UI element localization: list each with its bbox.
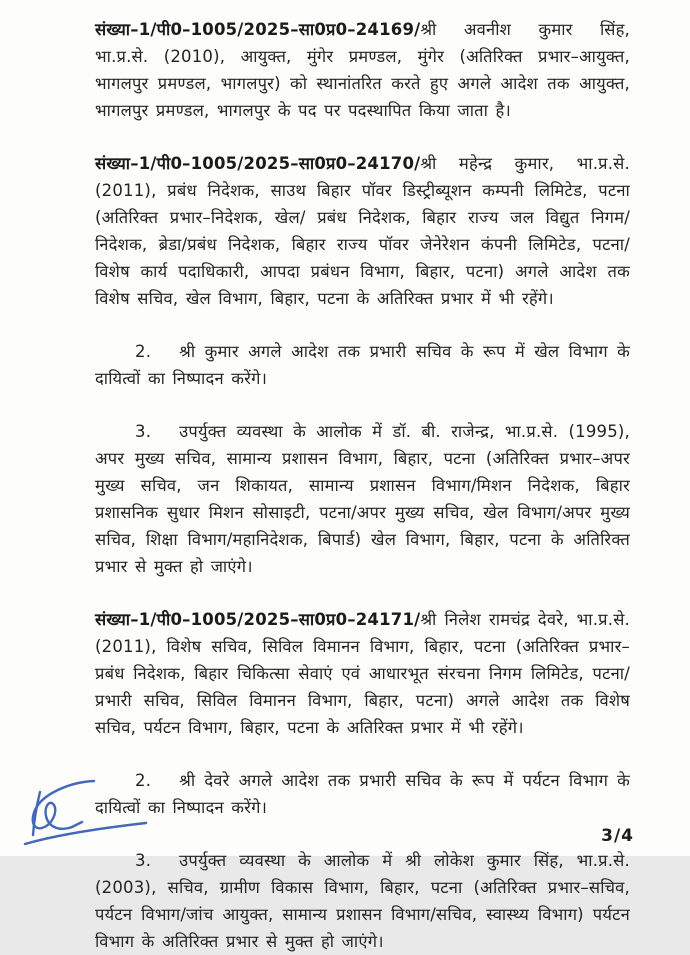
page-number: 3/4	[601, 826, 634, 846]
order-text-24171: श्री निलेश रामचंद्र देवरे, भा.प्र.से. (2011), विशेष सचिव, सिविल विमानन विभाग, बिहार, पटना (अतिरिक्त प्रभार– प्रबंध निदेशक, बिहार चिकित्सा सेवाएं एवं आधारभूत संरचना निगम लिमिटेड, पटना/प्रभारी सचिव, सिविल विमानन विभाग, बिहार, पटना) अगले आदेश तक विशेष सचिव, पर्यटन विभाग, बिहार, पटना के अतिरिक्त प्रभार में भी रहेंगे।	[95, 610, 630, 737]
clause-number: 3.	[135, 422, 152, 441]
order-paragraph-24171	[95, 606, 630, 741]
clause-number: 2.	[135, 342, 152, 361]
clause-3-khel	[95, 418, 630, 580]
order-text-24169: श्री अवनीश कुमार सिंह, भा.प्र.से. (2010), आयुक्त, मुंगेर प्रमण्डल, मुंगेर (अतिरिक्त प्रभार–आयुक्त, भागलपुर प्रमण्डल, भागलपुर) को स्थानांतरित करते हुए अगले आदेश तक आयुक्त, भागलपुर प्रमण्डल, भागलपुर के पद पर पदस्थापित किया जाता है।	[95, 20, 630, 120]
order-ref-24171: संख्या–1/पी0–1005/2025–सा0प्र0–24171/	[95, 610, 421, 629]
clause-text: श्री देवरे अगले आदेश तक प्रभारी सचिव के रूप में पर्यटन विभाग के दायित्वों का निष्पादन करेंगे।	[95, 771, 630, 817]
clause-text: उपर्युक्त व्यवस्था के आलोक में डॉ. बी. राजेन्द्र, भा.प्र.से. (1995), अपर मुख्य सचिव, सामान्य प्रशासन विभाग, बिहार, पटना (अतिरिक्त प्रभार–अपर मुख्य सचिव, जन शिकायत, सामान्य प्रशासन विभाग/मिशन निदेशक, बिहार प्रशासनिक सुधार मिशन सोसाइटी, पटना/अपर मुख्य सचिव, खेल विभाग/अपर मुख्य सचिव, शिक्षा विभाग/महानिदेशक, बिपार्ड) खेल विभाग, बिहार, पटना के अतिरिक्त प्रभार से मुक्त हो जाएंगे।	[95, 422, 630, 576]
clause-number: 2.	[135, 771, 152, 790]
order-ref-24170: संख्या–1/पी0–1005/2025–सा0प्र0–24170/	[95, 154, 421, 173]
order-ref-24169: संख्या–1/पी0–1005/2025–सा0प्र0–24169/	[95, 20, 421, 39]
clause-2-khel	[95, 338, 630, 392]
order-text-24170: श्री महेन्द्र कुमार, भा.प्र.से. (2011), प्रबंध निदेशक, साउथ बिहार पॉवर डिस्ट्रीब्यूशन कम्पनी लिमिटेड, पटना (अतिरिक्त प्रभार–निदेशक, खेल/ प्रबंध निदेशक, बिहार राज्य जल विद्युत निगम/निदेशक, ब्रेडा/प्रबंध निदेशक, बिहार राज्य पॉवर जेनेरेशन कंपनी लिमिटेड, पटना/विशेष कार्य पदाधिकारी, आपदा प्रबंधन विभाग, बिहार, पटना) अगले आदेश तक विशेष सचिव, खेल विभाग, बिहार, पटना के अतिरिक्त प्रभार में भी रहेंगे।	[95, 154, 630, 308]
clause-text: उपर्युक्त व्यवस्था के आलोक में श्री लोकेश कुमार सिंह, भा.प्र.से. (2003), सचिव, ग्रामीण विकास विभाग, बिहार, पटना (अतिरिक्त प्रभार–सचिव, पर्यटन विभाग/जांच आयुक्त, सामान्य प्रशासन विभाग/सचिव, स्वास्थ्य विभाग) पर्यटन विभाग के अतिरिक्त प्रभार से मुक्त हो जाएंगे।	[95, 851, 630, 951]
order-paragraph-24169	[95, 16, 630, 124]
clause-3-paryatan	[95, 847, 630, 955]
clause-number: 3.	[135, 851, 152, 870]
clause-text: श्री कुमार अगले आदेश तक प्रभारी सचिव के रूप में खेल विभाग के दायित्वों का निष्पादन करेंगे।	[95, 342, 630, 388]
clause-2-paryatan	[95, 767, 630, 821]
order-paragraph-24170	[95, 150, 630, 312]
